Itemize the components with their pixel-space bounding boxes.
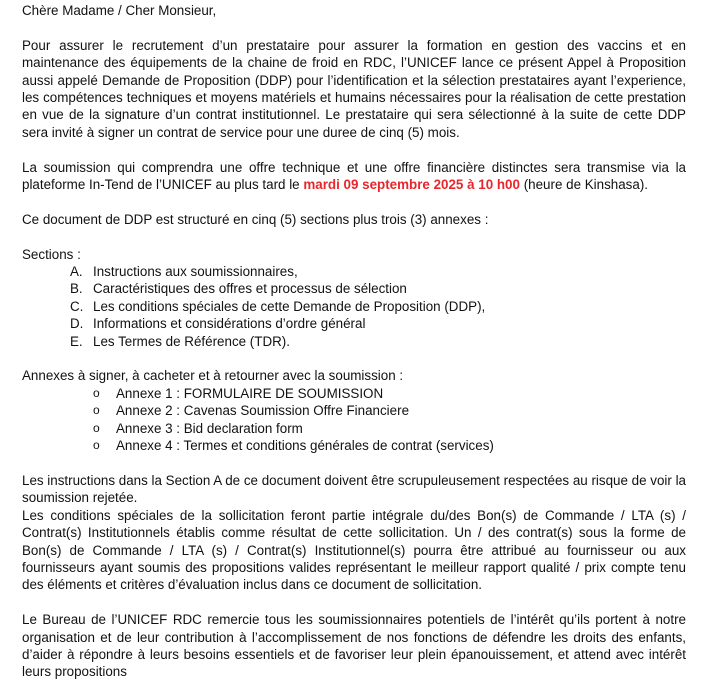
section-text: Les conditions spéciales de cette Demande de Proposition (DDP), [93,298,486,314]
annex-item [22,385,686,402]
section-letter: C. [70,298,84,314]
section-text: Informations et considérations d’ordre général [93,316,366,332]
section-item [22,298,686,315]
circle-bullet-icon: o [93,403,100,418]
section-letter: D. [70,316,84,332]
circle-bullet-icon: o [93,385,100,400]
section-letter: E. [70,333,83,349]
closing-paragraph: Le Bureau de l’UNICEF RDC remercie tous les soumissionnaires potentiels de l’intérêt qu’ils portent à notre organisation et de leur contribution à l’accomplissement de nos fonctions de défendre les droits des enfants, d’aider à répondre à leurs besoins essentiels et de favoriser leur plein épanouissement, et attend avec intérêt leurs propositions [22,612,686,680]
annex-item [22,420,686,437]
section-letter: A. [70,264,83,280]
section-letter: B. [70,281,83,297]
submission-text-before: La soumission qui comprendra une offre technique et une offre financière distinctes sera transmise via la plateforme In-Tend de l’UNICEF au plus tard le [22,159,686,193]
circle-bullet-icon: o [93,438,100,453]
annex-item [22,402,686,419]
annex-text: Annexe 2 : Cavenas Soumission Offre Financiere [116,403,410,419]
section-text: Instructions aux soumissionnaires, [93,264,298,280]
section-item [22,333,686,350]
submission-text-after: (heure de Kinshasa). [519,177,648,193]
annex-text: Annexe 4 : Termes et conditions générales de contrat (services) [116,438,494,454]
annex-text: Annexe 3 : Bid declaration form [116,420,303,436]
intro-paragraph: Pour assurer le recrutement d’un prestataire pour assurer la formation en gestion des vaccins et en maintenance des équipements de la chaine de froid en RDC, l’UNICEF lance ce présent Appel à Proposition aussi appelé Demande de Proposition (DDP) pour l’identification et la sélection prestataires ayant l’experience, les compétences techniques et moyens matériels et humains nécessaires pour la réalisation de cette prestation en vue de la signature d’un contrat institutionnel. Le prestataire qui sera sélectionné à la suite de cette DDP sera invité à signer un contrat de service pour une duree de cinq (5) mois. [22,37,686,140]
section-text: Les Termes de Référence (TDR). [93,333,290,349]
salutation: Chère Madame / Cher Monsieur, [22,3,217,18]
annexes-heading: Annexes à signer, à cacheter et à retourner avec la soumission : [22,368,404,384]
structure-text: Ce document de DDP est structuré en cinq (5) sections plus trois (3) annexes : [22,211,489,227]
instructions-paragraph: Les instructions dans la Section A de ce document doivent être scrupuleusement respectées au risque de voir la soumission rejetée. [22,472,686,506]
annex-text: Annexe 1 : FORMULAIRE DE SOUMISSION [116,385,384,401]
sections-heading: Sections : [22,246,81,262]
section-item [22,315,686,332]
submission-deadline: mardi 09 septembre 2025 à 10 h00 [303,177,520,193]
letter-page [22,2,686,681]
circle-bullet-icon: o [93,420,100,435]
section-text: Caractéristiques des offres et processus de sélection [93,281,407,297]
submission-paragraph [22,159,686,194]
annexes-list [22,385,686,455]
section-item [22,263,686,280]
conditions-paragraph: Les conditions spéciales de la sollicitation feront partie intégrale du/des Bon(s) de Commande / LTA (s) / Contrat(s) Institutionnels établis comme résultat de cette sollicitation. Un / des contrat(s) sous la forme de Bon(s) de Commande / LTA (s) / Contrat(s) Institutionnel(s) pourra être attribué au fournisseur ou aux fournisseurs ayant soumis des propositions valides représentant le meilleur rapport qualité / prix compte tenu des éléments et critères d’évaluation inclus dans ce document de sollicitation. [22,507,686,593]
section-item [22,280,686,297]
sections-list [22,263,686,350]
annex-item [22,437,686,454]
